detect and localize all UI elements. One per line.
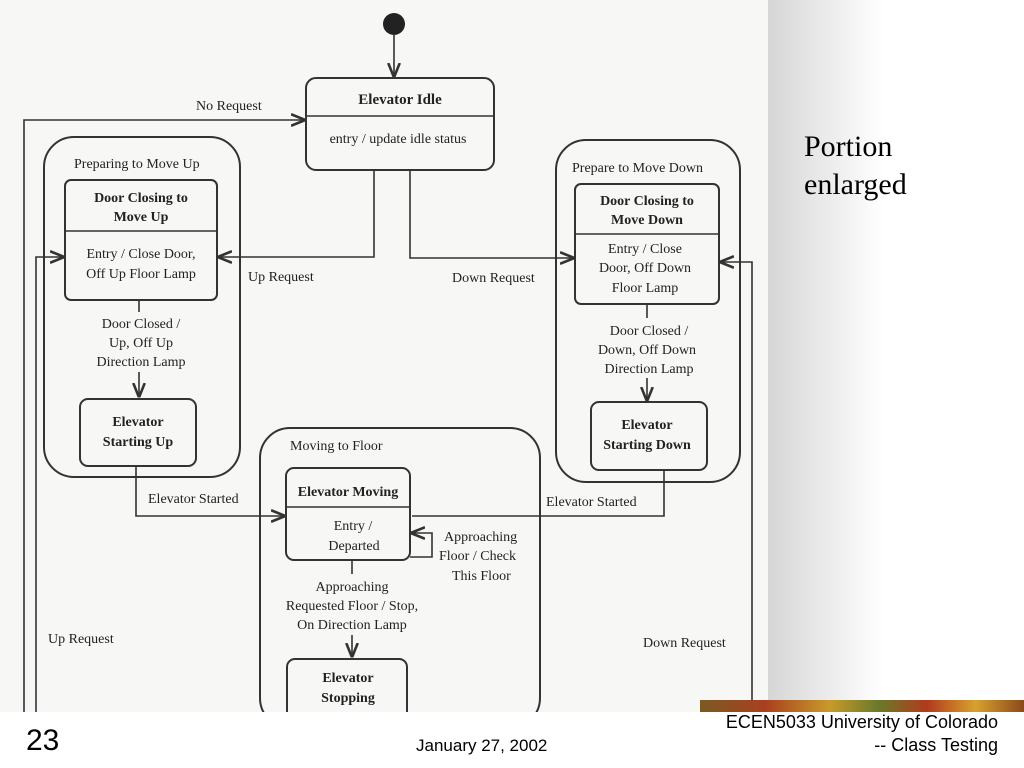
loop-1: Approaching	[444, 530, 518, 545]
slide-background	[768, 0, 1024, 712]
trans-up-2: Up, Off Up	[109, 336, 173, 351]
trans-stop-2: Requested Floor / Stop,	[285, 599, 419, 614]
loop-2: Floor / Check	[439, 549, 516, 564]
group-down-label: Prepare to Move Down	[572, 161, 704, 176]
label-down-request: Down Request	[452, 271, 535, 286]
state-elevator-idle	[306, 78, 494, 170]
group-moving-to-floor	[260, 428, 540, 712]
initial-state-dot	[383, 13, 405, 35]
trans-down-3: Direction Lamp	[604, 362, 694, 377]
loop-3: This Floor	[452, 569, 511, 584]
course-line-1: ECEN5033 University of Colorado	[725, 712, 998, 732]
caption-line-2: enlarged	[804, 168, 907, 201]
group-prepare-down	[556, 140, 740, 482]
trans-stop-1: Approaching	[315, 580, 389, 595]
trans-down-2: Down, Off Down	[597, 343, 697, 358]
door-up-title-1: Door Closing to	[94, 191, 188, 206]
slide-date: January 27, 2002	[416, 736, 548, 755]
label-down-request-lower: Down Request	[643, 636, 726, 651]
group-moving-label: Moving to Floor	[290, 439, 383, 454]
moving-action-1: Entry /	[333, 519, 373, 534]
slide-caption	[804, 128, 907, 204]
moving-action-2: Departed	[328, 539, 380, 554]
label-no-request: No Request	[196, 99, 262, 114]
door-up-title-2: Move Up	[113, 210, 169, 225]
door-down-action-1: Entry / Close	[608, 242, 682, 257]
moving-title: Elevator Moving	[297, 485, 399, 500]
caption-line-1: Portion	[804, 130, 893, 163]
start-down-title-1: Elevator	[621, 418, 673, 433]
course-line-2: -- Class Testing	[874, 735, 998, 755]
trans-up-1: Door Closed /	[101, 317, 181, 332]
trans-up-3: Direction Lamp	[96, 355, 186, 370]
start-down-title-2: Starting Down	[603, 438, 691, 453]
door-down-action-2: Door, Off Down	[598, 261, 692, 276]
stop-title-1: Elevator	[322, 671, 374, 686]
label-up-request-lower: Up Request	[48, 632, 114, 647]
start-up-title-2: Starting Up	[102, 435, 174, 450]
group-up-label: Preparing to Move Up	[74, 157, 200, 172]
label-up-request: Up Request	[248, 270, 314, 285]
trans-stop-3: On Direction Lamp	[297, 618, 407, 633]
idle-action: entry / update idle status	[329, 132, 467, 147]
page-number: 23	[26, 724, 60, 757]
stop-title-2: Stopping	[321, 691, 375, 706]
label-started-left: Elevator Started	[148, 492, 239, 507]
door-down-title-2: Move Down	[611, 213, 683, 228]
door-down-action-3: Floor Lamp	[611, 281, 679, 296]
door-up-action-2: Off Up Floor Lamp	[86, 267, 196, 282]
start-up-title-1: Elevator	[112, 415, 164, 430]
label-started-right: Elevator Started	[546, 495, 637, 510]
door-up-action-1: Entry / Close Door,	[86, 247, 196, 262]
door-down-title-1: Door Closing to	[600, 194, 694, 209]
course-info	[726, 711, 998, 757]
trans-down-1: Door Closed /	[609, 324, 689, 339]
group-preparing-up	[44, 137, 240, 477]
idle-title: Elevator Idle	[358, 92, 442, 108]
